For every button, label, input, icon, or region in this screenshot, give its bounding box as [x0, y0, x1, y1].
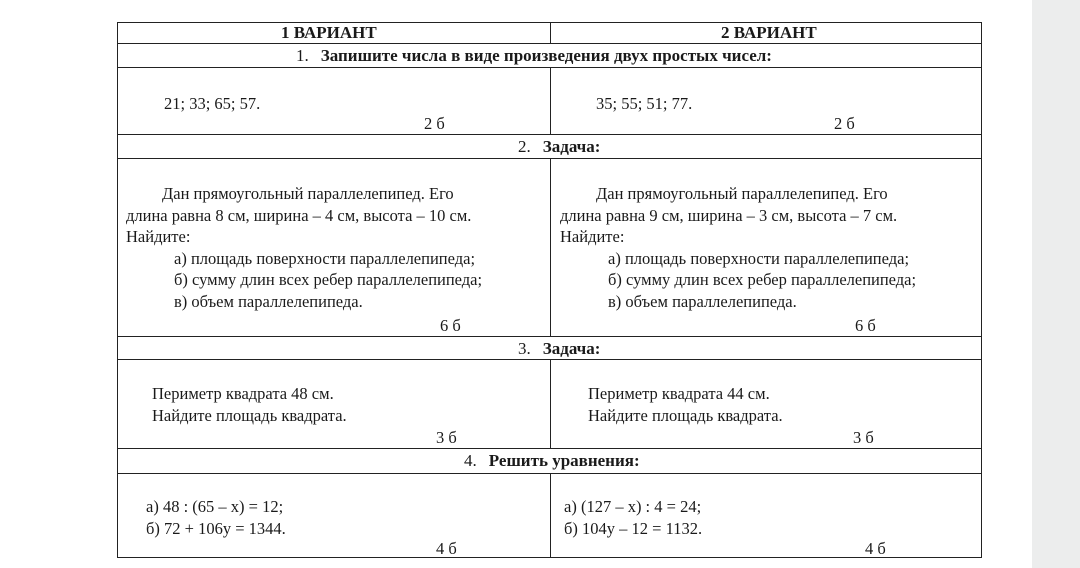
task1-variant2-points: 2 б: [834, 114, 855, 133]
column-divider: [550, 473, 551, 558]
task4-variant1-points: 4 б: [436, 539, 457, 558]
row-divider: [118, 448, 981, 449]
text-line: Дан прямоугольный параллелепипед. Его: [596, 184, 888, 203]
column-divider: [550, 158, 551, 336]
row-divider: [118, 336, 981, 337]
column-divider: [550, 359, 551, 448]
row-divider: [118, 43, 981, 44]
task2-title: [518, 137, 600, 157]
column-divider: [550, 23, 551, 43]
task-number: 3.: [518, 339, 531, 358]
task1-title: [296, 46, 772, 66]
task4-variant1-text: [146, 496, 286, 539]
text-line: Найдите площадь квадрата.: [152, 405, 347, 425]
task4-variant2-text: [564, 496, 702, 539]
task2-variant1-points: 6 б: [440, 316, 461, 335]
variant2-header: 2 ВАРИАНТ: [721, 23, 817, 42]
task2-variant2-points: 6 б: [855, 316, 876, 335]
text-line: б) сумму длин всех ребер параллелепипеда;: [608, 270, 917, 289]
text-line: а) площадь поверхности параллелепипеда;: [608, 248, 910, 268]
text-line: длина равна 8 см, ширина – 4 см, высота – 10 см.: [126, 205, 472, 225]
text-line: 35; 55; 51; 77.: [596, 94, 693, 113]
variant1-header: 1 ВАРИАНТ: [281, 23, 377, 42]
text-line: 21; 33; 65; 57.: [164, 94, 261, 113]
text-line: Периметр квадрата 48 см.: [152, 384, 334, 403]
task1-variant1-text: [164, 93, 260, 115]
text-line: а) (127 – x) : 4 = 24;: [564, 497, 702, 516]
text-line: длина равна 9 см, ширина – 3 см, высота – 7 см.: [560, 205, 898, 225]
text-line: в) объем параллелепипеда.: [174, 291, 363, 311]
task-title-text: Решить уравнения:: [488, 451, 640, 470]
task-title-text: Задача:: [542, 137, 601, 156]
text-line: а) 48 : (65 – x) = 12;: [146, 497, 284, 516]
text-line: в) объем параллелепипеда.: [608, 291, 797, 311]
text-line: б) 104y – 12 = 1132.: [564, 518, 703, 538]
task1-variant1-points: 2 б: [424, 114, 445, 133]
text-line: б) 72 + 106y = 1344.: [146, 518, 286, 538]
row-divider: [118, 134, 981, 135]
text-line: Найдите:: [126, 227, 191, 246]
task-title-text: Запишите числа в виде произведения двух простых чисел:: [320, 46, 772, 65]
task3-variant2-text: [588, 383, 783, 426]
column-divider: [550, 67, 551, 134]
text-line: Периметр квадрата 44 см.: [588, 384, 770, 403]
task4-title: [464, 451, 640, 471]
text-line: Дан прямоугольный параллелепипед. Его: [162, 184, 454, 203]
task-number: 1.: [296, 46, 309, 65]
task2-variant2-text: [560, 183, 916, 312]
task3-variant1-points: 3 б: [436, 428, 457, 447]
text-line: Найдите площадь квадрата.: [588, 405, 783, 425]
task1-variant2-text: [596, 93, 692, 115]
task-title-text: Задача:: [542, 339, 601, 358]
worksheet-table: [117, 22, 982, 558]
task3-title: [518, 339, 600, 359]
text-line: а) площадь поверхности параллелепипеда;: [174, 248, 476, 268]
task3-variant1-text: [152, 383, 347, 426]
task4-variant2-points: 4 б: [865, 539, 886, 558]
task-number: 4.: [464, 451, 477, 470]
side-strip: [1032, 0, 1080, 568]
text-line: б) сумму длин всех ребер параллелепипеда;: [174, 270, 483, 289]
task3-variant2-points: 3 б: [853, 428, 874, 447]
text-line: Найдите:: [560, 227, 625, 246]
task2-variant1-text: [126, 183, 482, 312]
task-number: 2.: [518, 137, 531, 156]
